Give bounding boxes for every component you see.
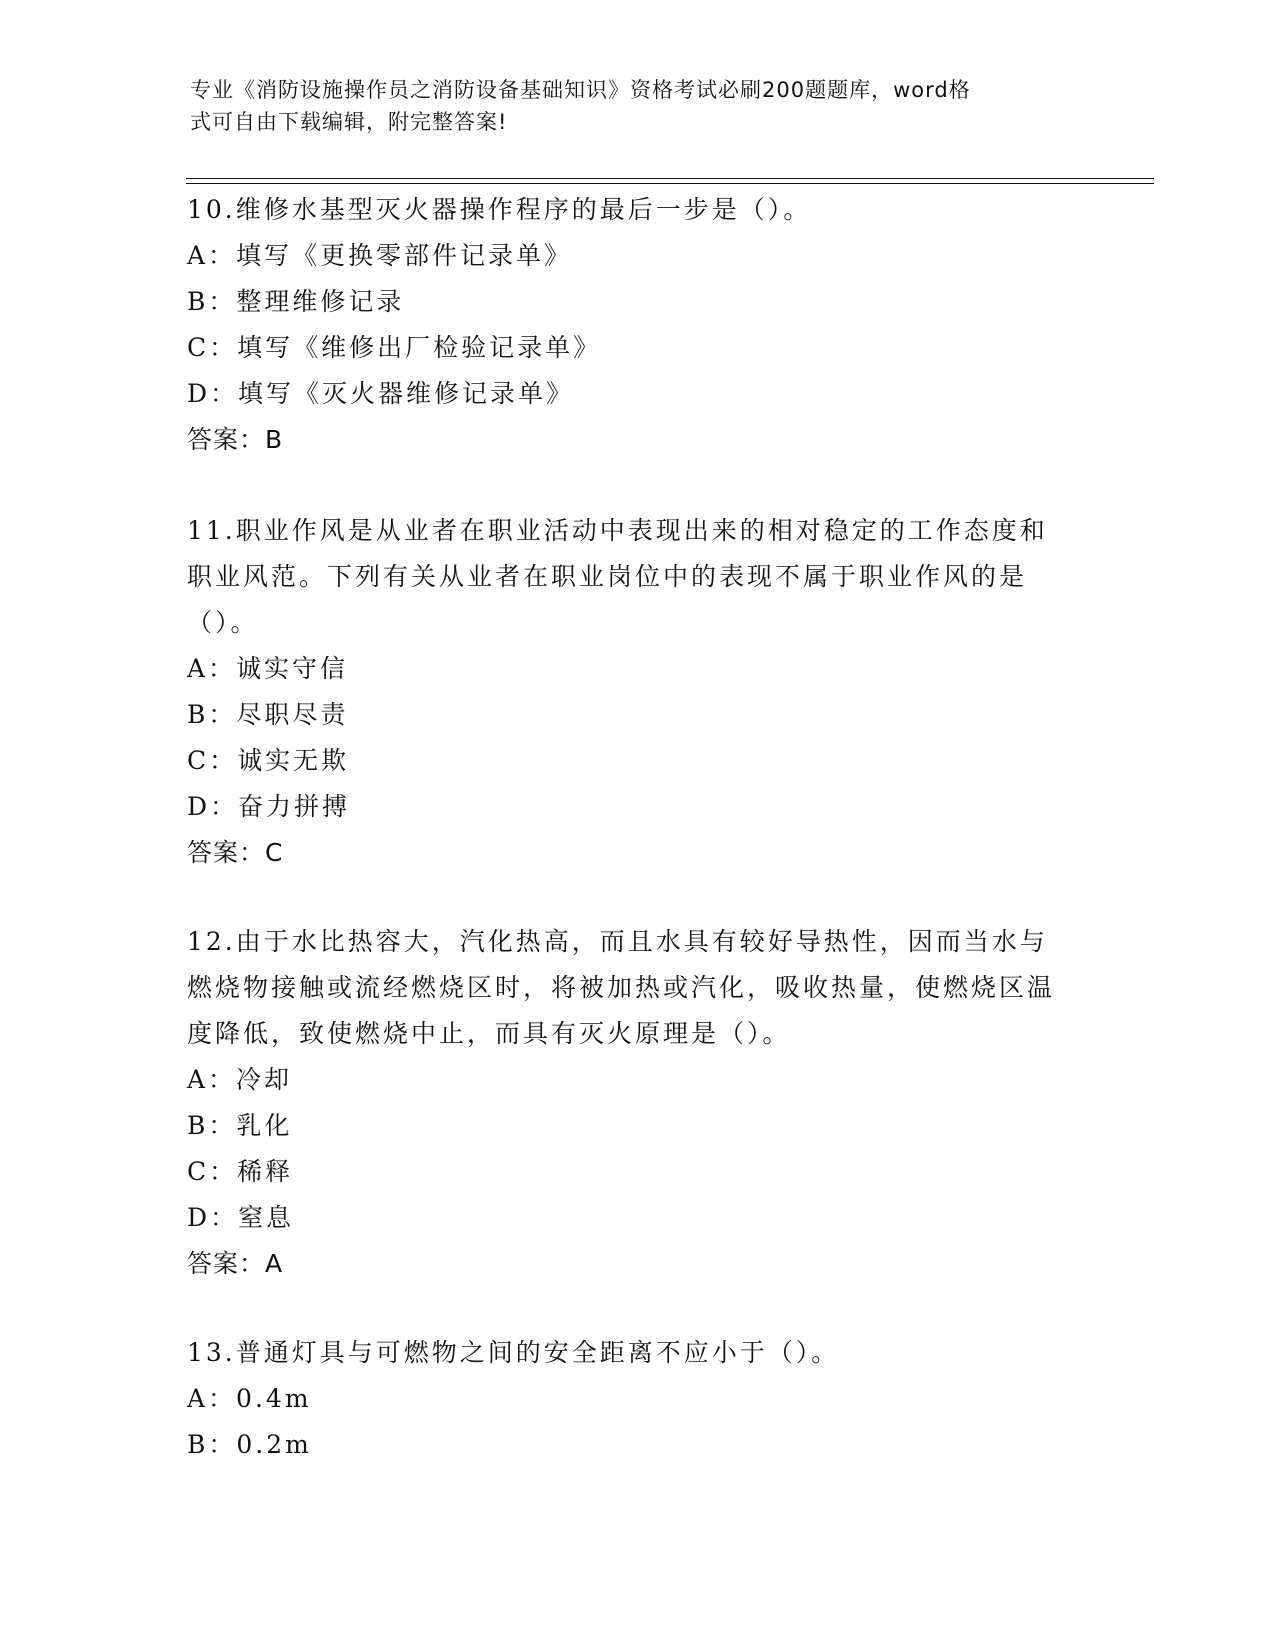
option-c: C：稀释 xyxy=(187,1157,294,1186)
question-stem: 13.普通灯具与可燃物之间的安全距离不应小于（）。 xyxy=(187,1338,840,1367)
answer: 答案：A xyxy=(187,1249,284,1278)
option-c: C：诚实无欺 xyxy=(187,746,350,775)
question-stem: 11.职业作风是从业者在职业活动中表现出来的相对稳定的工作态度和职业风范。下列有关从业者在职业岗位中的表现不属于职业作风的是（）。 xyxy=(187,516,1048,637)
question-10 xyxy=(187,187,1067,463)
option-b: B：整理维修记录 xyxy=(187,287,405,316)
option-a: A：诚实守信 xyxy=(187,654,349,683)
header-line-2: 式可自由下载编辑，附完整答案! xyxy=(190,110,508,134)
question-stem: 10.维修水基型灭火器操作程序的最后一步是（）。 xyxy=(187,195,812,224)
answer: 答案：B xyxy=(187,425,284,454)
header-divider-top xyxy=(186,178,1154,179)
question-stem: 12.由于水比热容大，汽化热高，而且水具有较好导热性，因而当水与燃烧物接触或流经燃烧区时，将被加热或汽化，吸收热量，使燃烧区温度降低，致使燃烧中止，而具有灭火原理是（）。 xyxy=(187,927,1056,1048)
option-d: D：奋力拼搏 xyxy=(187,792,351,821)
option-b: B：乳化 xyxy=(187,1111,293,1140)
header-divider-bottom xyxy=(186,183,1154,184)
option-d: D：填写《灭火器维修记录单》 xyxy=(187,379,575,408)
answer: 答案：C xyxy=(187,838,284,867)
question-13 xyxy=(187,1330,1067,1468)
option-b: B：尽职尽责 xyxy=(187,700,349,729)
option-a: A：0.4m xyxy=(187,1384,312,1413)
option-a: A：填写《更换零部件记录单》 xyxy=(187,241,573,270)
document-header xyxy=(190,74,1070,138)
header-line-1: 专业《消防设施操作员之消防设备基础知识》资格考试必刷200题题库，word格 xyxy=(190,78,971,102)
question-11 xyxy=(187,508,1067,876)
question-12 xyxy=(187,919,1067,1287)
option-d: D：窒息 xyxy=(187,1203,295,1232)
option-b: B：0.2m xyxy=(187,1430,312,1459)
option-c: C：填写《维修出厂检验记录单》 xyxy=(187,333,602,362)
option-a: A：冷却 xyxy=(187,1065,293,1094)
